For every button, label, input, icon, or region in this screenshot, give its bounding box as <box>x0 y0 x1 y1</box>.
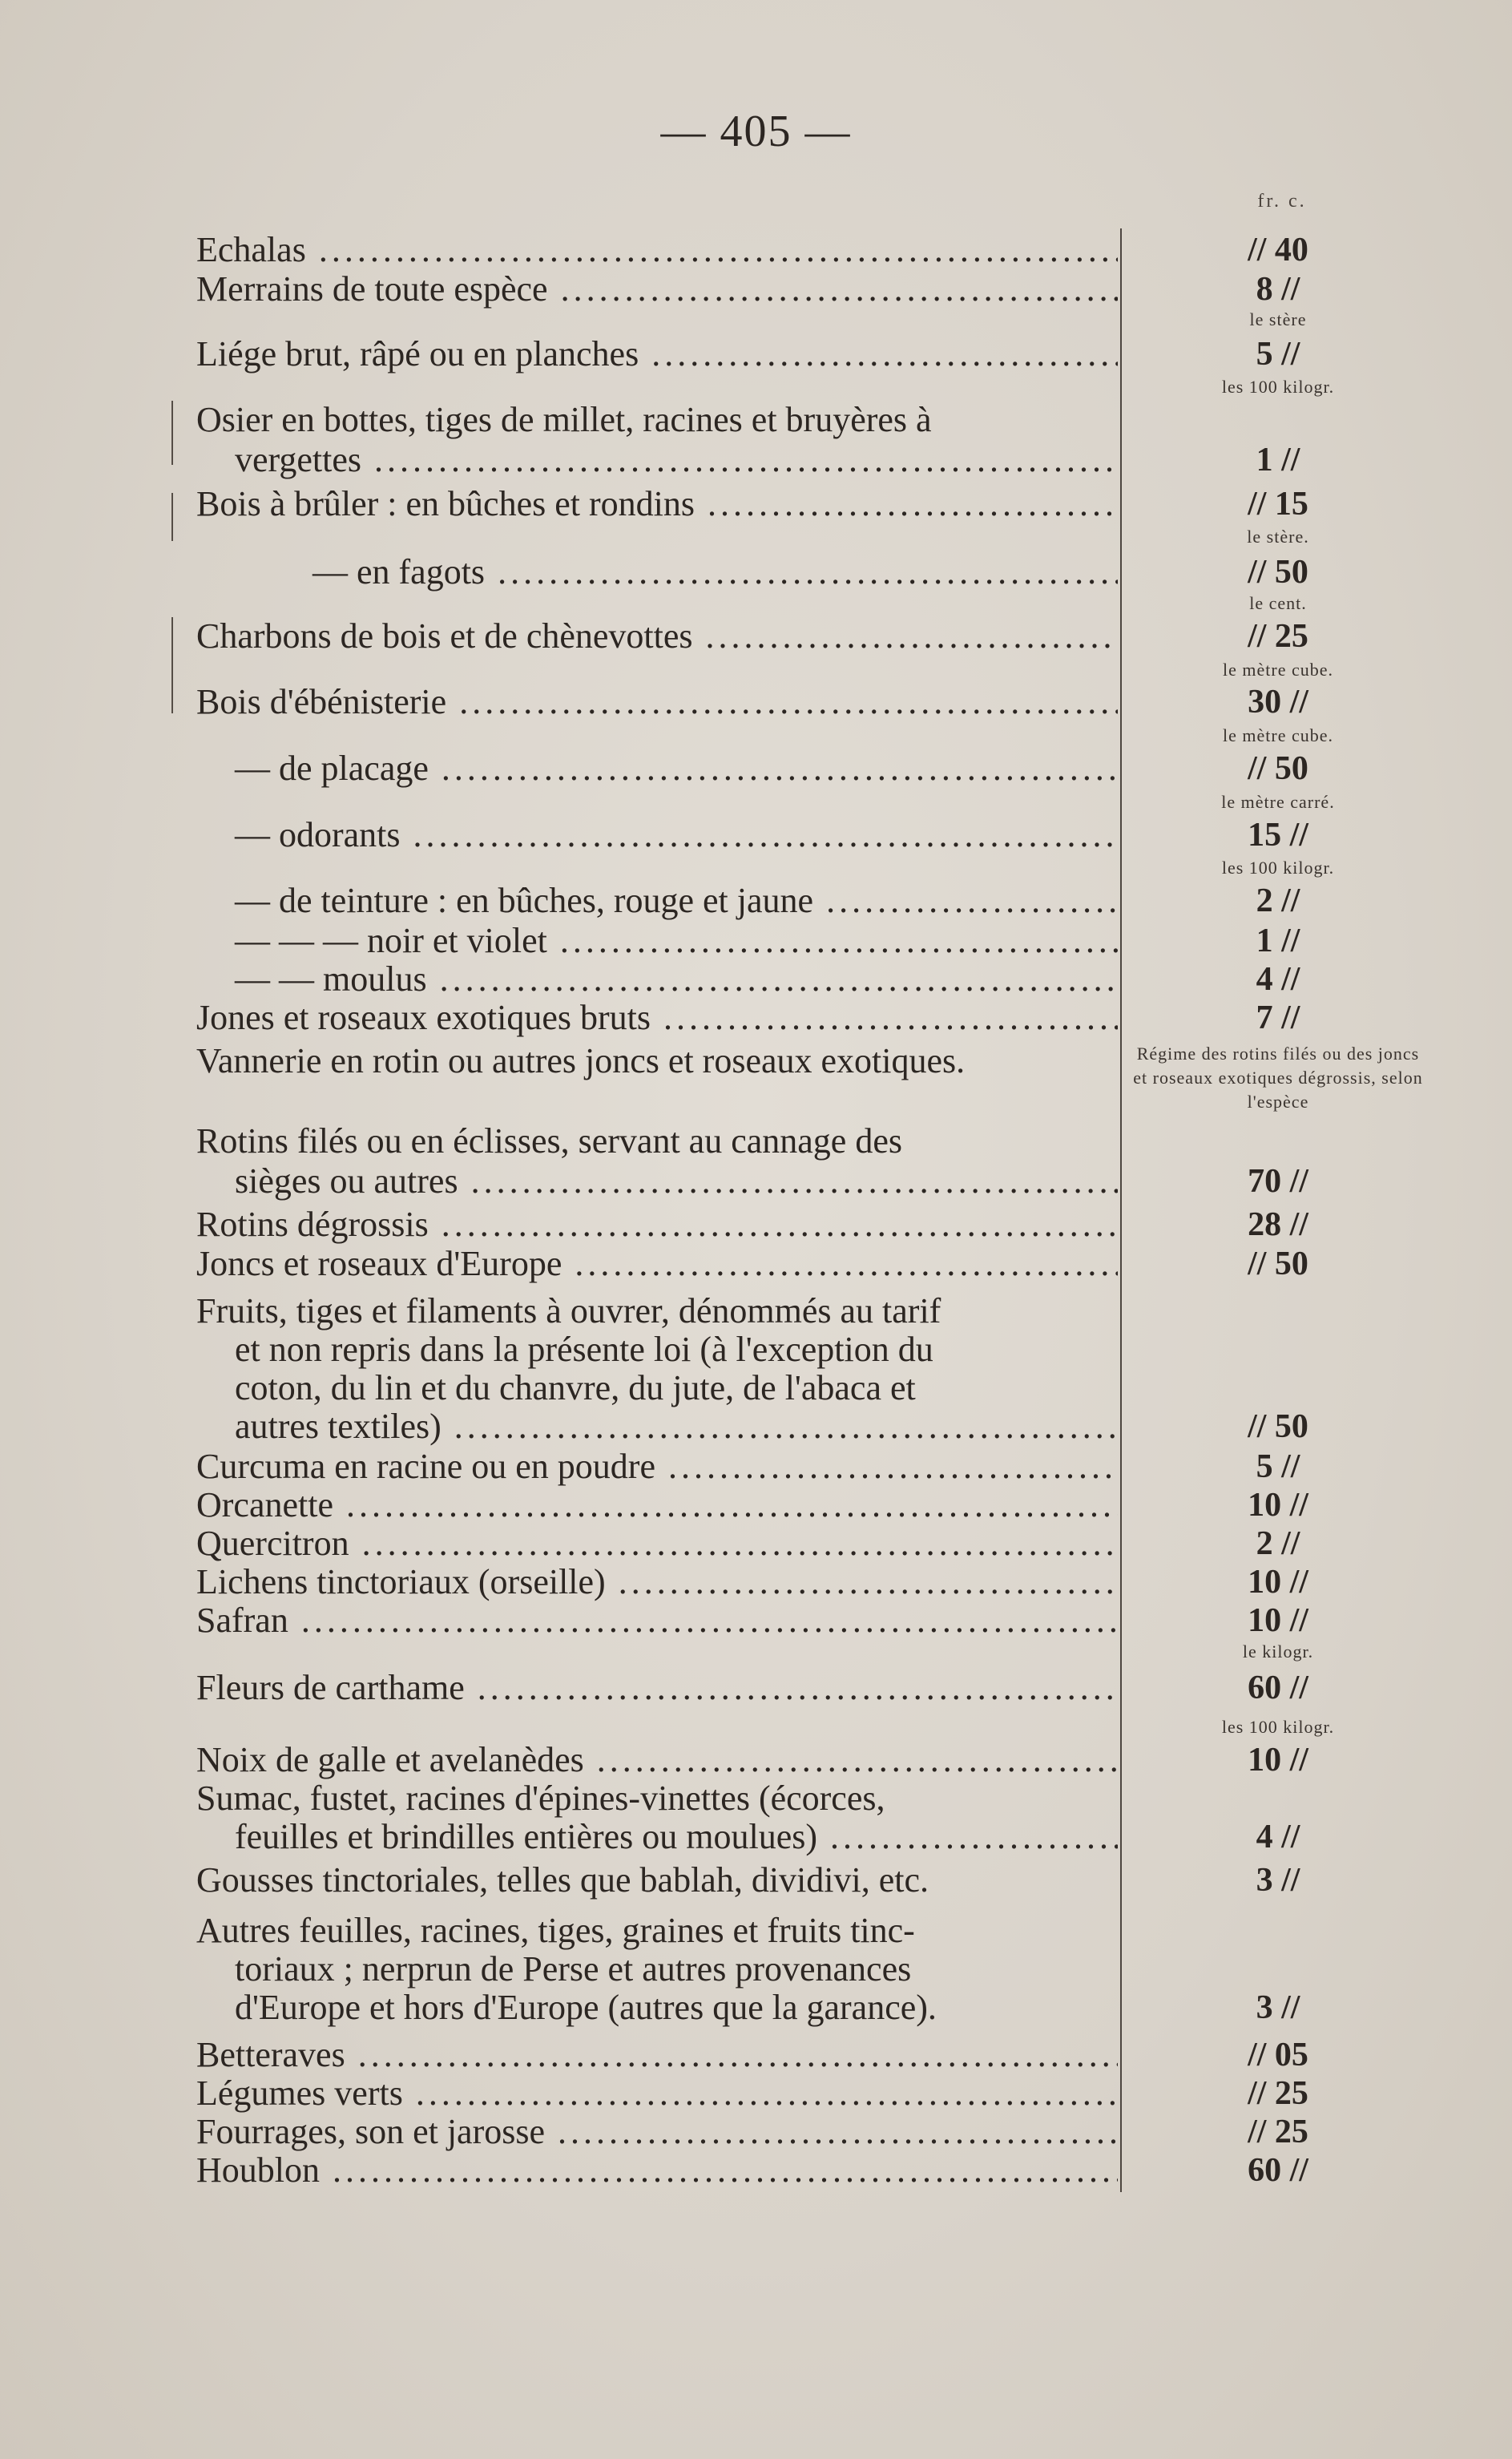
item-price: 4 // <box>1256 961 1300 998</box>
item-text: Noix de galle et avelanèdes ..... <box>196 1741 1118 1779</box>
item-text: Vannerie en rotin ou autres joncs et roseaux exotiques. <box>196 1042 966 1080</box>
item-price: 70 // <box>1248 1163 1308 1200</box>
item-price: 15 // <box>1248 817 1308 854</box>
item-text: Gousses tinctoriales, telles que bablah, dividivi, etc. <box>196 1861 929 1900</box>
item-text: et non repris dans la présente loi (à l'exception du <box>235 1330 933 1369</box>
margin-bracket <box>171 401 173 465</box>
item-price: 3 // <box>1256 1862 1300 1899</box>
item-price: // 50 <box>1248 1246 1308 1282</box>
item-price: 30 // <box>1248 684 1308 721</box>
item-text: Sumac, fustet, racines d'épines-vinettes (écorces, <box>196 1779 885 1818</box>
item-text: coton, du lin et du chanvre, du jute, de l'abaca et <box>235 1369 916 1407</box>
item-price: 28 // <box>1248 1206 1308 1243</box>
item-text: Jones et roseaux exotiques bruts ..... <box>196 999 1118 1037</box>
item-text: Rotins dégrossis ..... <box>196 1205 1118 1244</box>
item-text: feuilles et brindilles entières ou moulues) ..... <box>196 1818 1118 1856</box>
item-text: Curcuma en racine ou en poudre ..... <box>196 1448 1118 1486</box>
item-text: Orcanette ..... <box>196 1486 1118 1524</box>
item-price: // 25 <box>1248 2114 1308 2150</box>
column-rule <box>1120 228 1122 2192</box>
item-price: 5 // <box>1256 1448 1300 1485</box>
item-text: Houblon ..... <box>196 2151 1118 2190</box>
item-text: Quercitron ..... <box>196 1524 1118 1563</box>
item-text: — en fagots ..... <box>196 553 1118 592</box>
item-text: — — moulus ..... <box>196 960 1118 999</box>
item-price: // 15 <box>1248 486 1308 523</box>
page-number: — 405 — <box>660 107 852 156</box>
item-text: — odorants ..... <box>196 816 1118 854</box>
item-price: // 50 <box>1248 1408 1308 1445</box>
item-text: — — — noir et violet ..... <box>196 922 1118 960</box>
item-price: // 05 <box>1248 2037 1308 2073</box>
item-price: 3 // <box>1256 1989 1300 2026</box>
item-text: — de teinture : en bûches, rouge et jaune ..... <box>196 882 1118 920</box>
item-unit: le stère <box>1249 309 1307 329</box>
item-unit: le mètre cube. <box>1223 725 1333 745</box>
item-text: Lichens tinctoriaux (orseille) ..... <box>196 1563 1118 1601</box>
item-price: 1 // <box>1256 923 1300 959</box>
item-text: Autres feuilles, racines, tiges, graines et fruits tinc- <box>196 1912 915 1950</box>
item-text: Osier en bottes, tiges de millet, racines et bruyères à <box>196 401 932 439</box>
item-text: Légumes verts ..... <box>196 2074 1118 2113</box>
item-price: 7 // <box>1256 999 1300 1036</box>
item-price: 4 // <box>1256 1819 1300 1855</box>
margin-bracket <box>171 617 173 713</box>
item-text: Fourrages, son et jarosse ..... <box>196 2113 1118 2151</box>
item-text: autres textiles) ..... <box>196 1407 1118 1446</box>
item-price: // 40 <box>1248 232 1308 269</box>
margin-bracket <box>171 493 173 541</box>
item-text: Bois d'ébénisterie ..... <box>196 683 1118 721</box>
column-header: fr. c. <box>1257 191 1307 212</box>
item-price: // 50 <box>1248 554 1308 591</box>
item-price: 2 // <box>1256 882 1300 919</box>
item-price: 1 // <box>1256 442 1300 478</box>
item-price: 8 // <box>1256 271 1300 308</box>
item-text: Fleurs de carthame ..... <box>196 1669 1118 1707</box>
item-unit: les 100 kilogr. <box>1221 1717 1335 1737</box>
item-price: 10 // <box>1248 1602 1308 1639</box>
item-price: 2 // <box>1256 1525 1300 1562</box>
item-text: — de placage ..... <box>196 749 1118 788</box>
item-unit: Régime des rotins filés ou des joncs et roseaux exotiques dégrossis, selon l'espèce <box>1133 1044 1423 1112</box>
item-price: 60 // <box>1248 2152 1308 2189</box>
item-price: // 25 <box>1248 2075 1308 2112</box>
item-text: toriaux ; nerprun de Perse et autres provenances <box>235 1950 912 1989</box>
item-text: Safran ..... <box>196 1601 1118 1640</box>
item-text: d'Europe et hors d'Europe (autres que la garance). <box>235 1989 937 2027</box>
item-text: sièges ou autres ..... <box>196 1162 1118 1201</box>
item-unit: les 100 kilogr. <box>1221 377 1335 397</box>
item-unit: le stère. <box>1247 527 1309 547</box>
item-text: Fruits, tiges et filaments à ouvrer, dénommés au tarif <box>196 1292 941 1330</box>
item-unit: le cent. <box>1249 593 1307 613</box>
item-price: 5 // <box>1256 336 1300 373</box>
item-text: Liége brut, râpé ou en planches ..... <box>196 335 1118 373</box>
item-text: Rotins filés ou en éclisses, servant au cannage des <box>196 1122 902 1161</box>
item-price: // 50 <box>1248 750 1308 787</box>
item-text: Charbons de bois et de chènevottes ..... <box>196 617 1118 656</box>
item-unit: le mètre carré. <box>1221 792 1335 812</box>
item-text: Joncs et roseaux d'Europe ..... <box>196 1245 1118 1283</box>
item-unit: le mètre cube. <box>1223 660 1333 680</box>
item-text: Merrains de toute espèce ..... <box>196 270 1118 309</box>
item-text: Betteraves ..... <box>196 2036 1118 2074</box>
item-text: vergettes ..... <box>196 441 1118 479</box>
item-text: Echalas ..... <box>196 231 1118 269</box>
item-unit: les 100 kilogr. <box>1221 858 1335 878</box>
item-price: 10 // <box>1248 1564 1308 1601</box>
item-price: 60 // <box>1248 1670 1308 1706</box>
item-unit: le kilogr. <box>1242 1641 1314 1662</box>
item-price: // 25 <box>1248 618 1308 655</box>
item-price: 10 // <box>1248 1487 1308 1524</box>
item-text: Bois à brûler : en bûches et rondins ..... <box>196 485 1118 523</box>
item-price: 10 // <box>1248 1742 1308 1779</box>
